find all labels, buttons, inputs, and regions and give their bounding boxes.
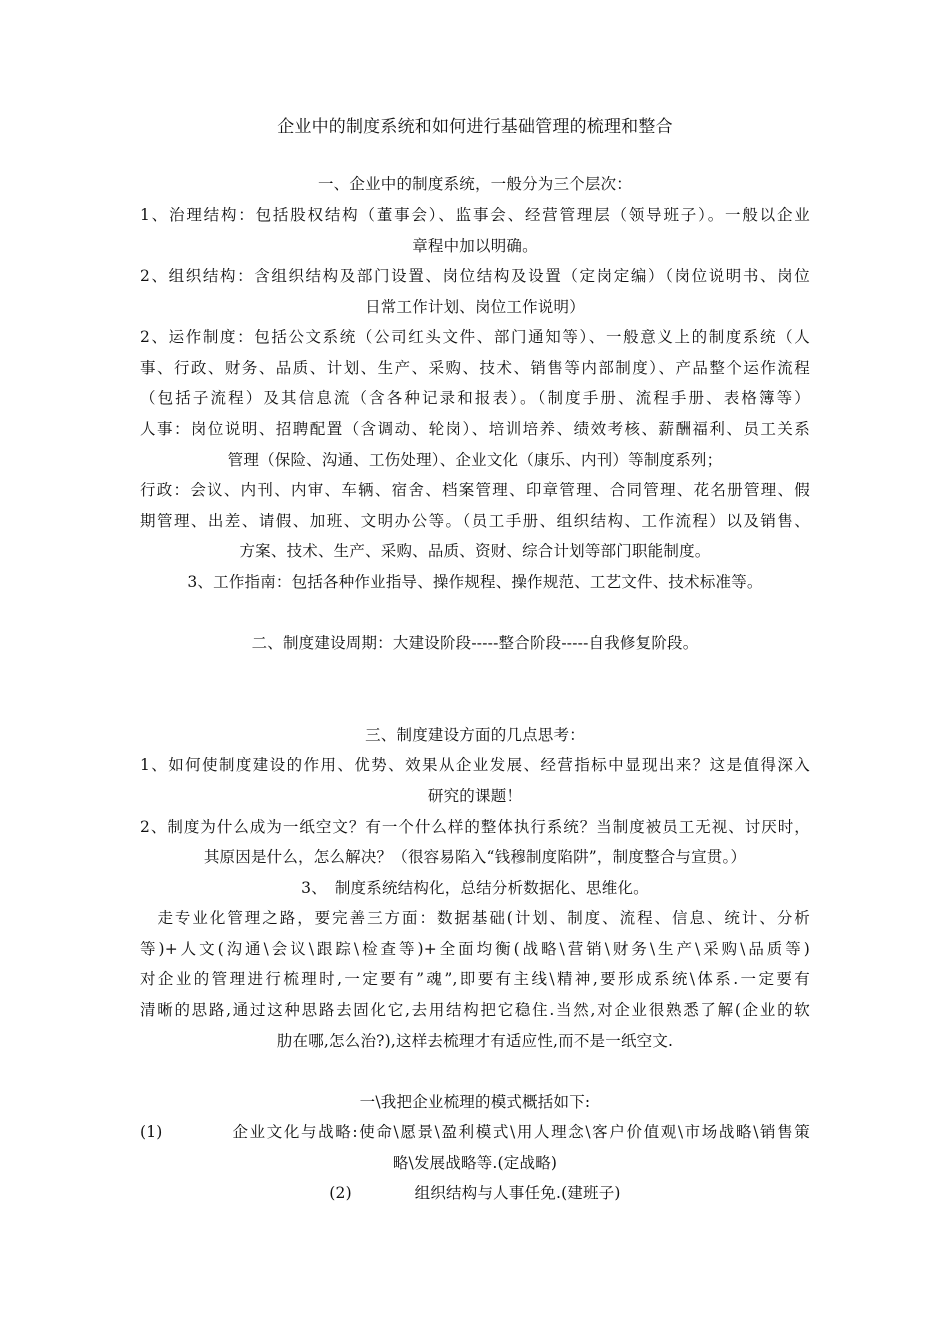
text-line: 事、行政、财务、品质、计划、生产、采购、技术、销售等内部制度）、产品整个运作流程 (140, 359, 810, 377)
text-line: 研究的课题！ (427, 787, 523, 805)
text-line: 日常工作计划、岗位工作说明） (365, 298, 585, 316)
text-line: 2、组织结构：含组织结构及部门设置、岗位结构及设置（定岗定编）（岗位说明书、岗位 (140, 267, 810, 285)
text-line: 1、如何使制度建设的作用、优势、效果从企业发展、经营指标中显现出来？这是值得深入 (140, 756, 810, 774)
text-line: 其原因是什么，怎么解决？（很容易陷入“钱穆制度陷阱”，制度整合与宣贯。） (203, 848, 747, 866)
text-line: 等)+人文(沟通\会议\跟踪\检查等)+全面均衡(战略\营销\财务\生产\采购\品质等) (140, 940, 810, 958)
text-line: （包括子流程）及其信息流（含各种记录和报表）。（制度手册、流程手册、表格簿等） (140, 389, 810, 407)
text-line: 3、工作指南：包括各种作业指导、操作规程、操作规范、工艺文件、技术标准等。 (187, 573, 763, 591)
text-line: 2、运作制度：包括公文系统（公司红头文件、部门通知等）、一般意义上的制度系统（人 (140, 328, 810, 346)
text-line: 期管理、出差、请假、加班、文明办公等。（员工手册、组织结构、工作流程）以及销售、 (140, 512, 810, 530)
text-line: 2、制度为什么成为一纸空文？有一个什么样的整体执行系统？当制度被员工无视、讨厌时， (140, 818, 810, 836)
text-line: 人事：岗位说明、招聘配置（含调动、轮岗）、培训培养、绩效考核、薪酬福利、员工关系 (140, 420, 810, 438)
text-line: 3、 制度系统结构化，总结分析数据化、思维化。 (301, 879, 649, 897)
list-item: (2) 组织结构与人事任免.(建班子) (329, 1184, 621, 1202)
text-line: 1、治理结构：包括股权结构（董事会）、监事会、经营管理层（领导班子）。一般以企业 (140, 206, 810, 224)
list-item-continuation: 略\发展战略等.(定战略) (392, 1154, 558, 1172)
text-line: 行政：会议、内刊、内审、车辆、宿舍、档案管理、印章管理、合同管理、花名册管理、假 (140, 481, 810, 499)
text-line: 对企业的管理进行梳理时,一定要有”魂”,即要有主线\精神,要形成系统\体系.一定要有 (140, 970, 810, 988)
subsection-heading: 一\我把企业梳理的模式概括如下: (359, 1093, 591, 1111)
list-item: (1) 企业文化与战略:使命\愿景\盈利模式\用人理念\客户价值观\市场战略\销售策 (140, 1123, 810, 1141)
text-line: 清晰的思路,通过这种思路去固化它,去用结构把它稳住.当然,对企业很熟悉了解(企业的软 (140, 1001, 810, 1019)
text-line: 肋在哪,怎么治?),这样去梳理才有适应性,而不是一纸空文. (276, 1032, 674, 1050)
section-heading-1: 一、企业中的制度系统，一般分为三个层次： (317, 175, 632, 193)
text-line: 方案、技术、生产、采购、品质、资财、综合计划等部门职能制度。 (239, 542, 711, 560)
section-heading-2: 二、制度建设周期：大建设阶段-----整合阶段-----自我修复阶段。 (251, 634, 699, 652)
text-line: 走专业化管理之路，要完善三方面：数据基础(计划、制度、流程、信息、统计、分析 (140, 909, 810, 927)
text-line: 章程中加以明确。 (412, 237, 538, 255)
text-line: 管理（保险、沟通、工伤处理）、企业文化（康乐、内刊）等制度系列； (227, 451, 723, 469)
document-title: 企业中的制度系统和如何进行基础管理的梳理和整合 (277, 117, 673, 137)
section-heading-3: 三、制度建设方面的几点思考： (365, 726, 585, 744)
